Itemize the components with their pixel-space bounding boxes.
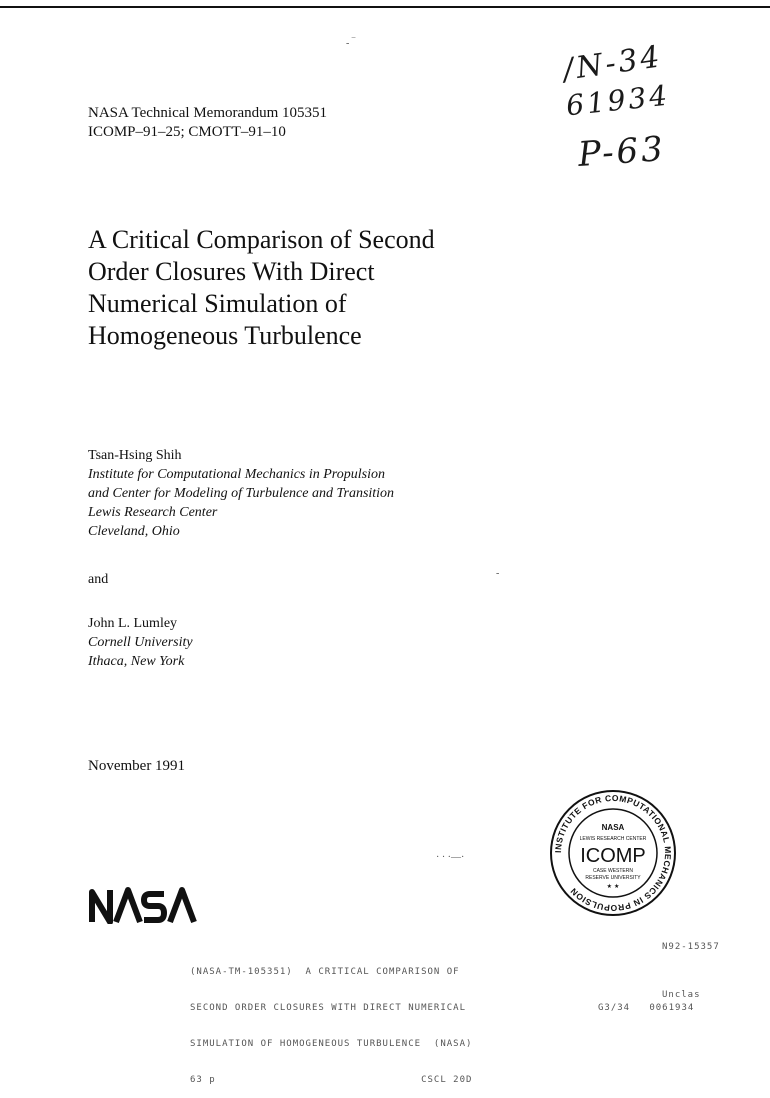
handwritten-accession: 61934: [564, 78, 672, 123]
author-1-block: [88, 446, 394, 541]
catalog-line: SIMULATION OF HOMOGENEOUS TURBULENCE (NASA): [190, 1039, 473, 1049]
title-line: Homogeneous Turbulence: [88, 321, 362, 350]
author-location: Cleveland, Ohio: [88, 524, 180, 539]
seal-acronym: ICOMP: [580, 845, 646, 867]
catalog-unclas: Unclas: [662, 990, 701, 1000]
author-affiliation: Institute for Computational Mechanics in Propulsion: [88, 467, 385, 482]
handwritten-pages: P-63: [576, 128, 668, 176]
seal-ring-text: INSTITUTE FOR COMPUTATIONAL MECHANICS IN PROPULSION: [552, 792, 674, 914]
seal-school: CASE WESTERN: [592, 868, 634, 874]
nasa-logo: [88, 886, 200, 924]
author-conjunction: and: [88, 572, 109, 587]
catalog-accession: N92-15357: [662, 942, 720, 952]
seal-stars: ★ ★: [606, 883, 620, 890]
author-location: Ithaca, New York: [88, 654, 185, 669]
memo-header: [88, 104, 327, 142]
author-affiliation: Cornell University: [88, 635, 193, 650]
author-affiliation: and Center for Modeling of Turbulence and Transition: [88, 486, 395, 501]
author-name: Tsan-Hsing Shih: [88, 448, 182, 463]
seal-school: RESERVE UNIVERSITY: [585, 875, 641, 881]
catalog-record: [190, 942, 472, 1098]
top-rule: [0, 6, 770, 8]
catalog-line: 63 p CSCL 20D: [190, 1075, 473, 1085]
document-title: [88, 224, 528, 352]
author-name: John L. Lumley: [88, 616, 178, 631]
icomp-seal: [548, 788, 678, 918]
catalog-line: (NASA-TM-105351) A CRITICAL COMPARISON OF: [190, 967, 460, 977]
report-codes: ICOMP–91–25; CMOTT–91–10: [88, 124, 286, 140]
catalog-category: G3/34 0061934: [598, 1003, 695, 1013]
publication-date: November 1991: [88, 758, 186, 774]
memo-number: NASA Technical Memorandum 105351: [88, 105, 328, 121]
author-2-block: [88, 614, 193, 671]
title-line: Order Closures With Direct: [88, 257, 375, 286]
scan-mark: · · ·—·: [436, 852, 465, 863]
author-affiliation: Lewis Research Center: [88, 505, 218, 520]
scan-mark: -: [496, 568, 500, 579]
title-line: A Critical Comparison of Second: [88, 225, 435, 254]
seal-center-name: LEWIS RESEARCH CENTER: [579, 836, 647, 842]
title-line: Numerical Simulation of: [88, 289, 347, 318]
scan-mark: - ‾: [346, 38, 356, 49]
handwritten-category: /N-34: [561, 39, 665, 88]
seal-nasa: NASA: [601, 823, 625, 832]
catalog-line: SECOND ORDER CLOSURES WITH DIRECT NUMERICAL: [190, 1003, 466, 1013]
